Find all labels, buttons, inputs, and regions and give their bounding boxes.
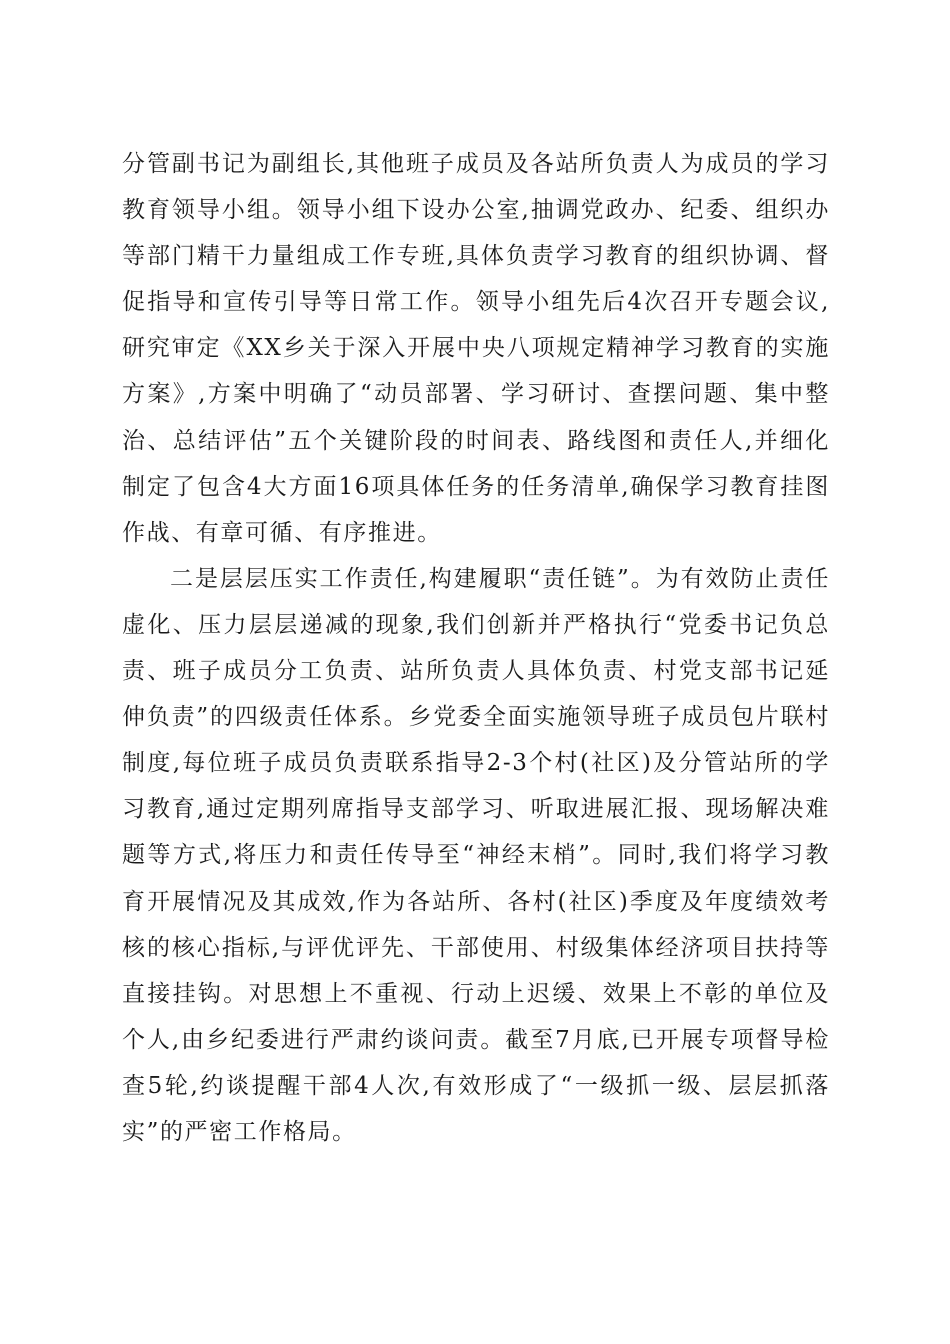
- paragraph-continuation: 分管副书记为副组长,其他班子成员及各站所负责人为成员的学习教育领导小组。领导小组下设办公室,抽调党政办、纪委、组织办等部门精干力量组成工作专班,具体负责学习教育的组织协调、督促指导和宣传引导等日常工作。领导小组先后4次召开专题会议,研究审定《XX乡关于深入开展中央八项规定精神学习教育的实施方案》,方案中明确了“动员部署、学习研讨、查摆问题、集中整治、总结评估”五个关键阶段的时间表、路线图和责任人,并细化制定了包含4大方面16项具体任务的任务清单,确保学习教育挂图作战、有章可循、有序推进。: [122, 151, 830, 546]
- paragraph-responsibility-chain: 二是层层压实工作责任,构建履职“责任链”。为有效防止责任虚化、压力层层递减的现象,我们创新并严格执行“党委书记负总责、班子成员分工负责、站所负责人具体负责、村党支部书记延伸负责”的四级责任体系。乡党委全面实施领导班子成员包片联村制度,每位班子成员负责联系指导2-3个村(社区)及分管站所的学习教育,通过定期列席指导支部学习、听取进展汇报、现场解决难题等方式,将压力和责任传导至“神经末梢”。同时,我们将学习教育开展情况及其成效,作为各站所、各村(社区)季度及年度绩效考核的核心指标,与评优评先、干部使用、村级集体经济项目扶持等直接挂钩。对思想上不重视、行动上迟缓、效果上不彰的单位及个人,由乡纪委进行严肃约谈问责。截至7月底,已开展专项督导检查5轮,约谈提醒干部4人次,有效形成了“一级抓一级、层层抓落实”的严密工作格局。: [122, 565, 830, 1145]
- document-body: [122, 141, 830, 1155]
